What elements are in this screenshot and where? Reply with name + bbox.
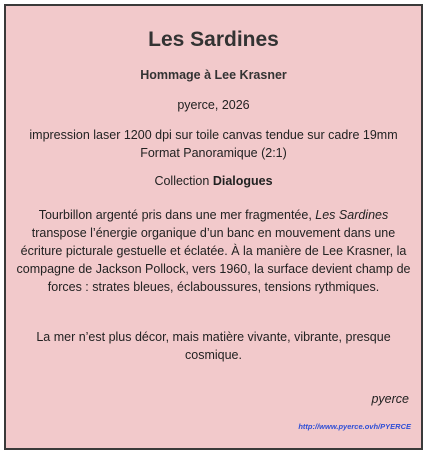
description-artwork-name: Les Sardines [315, 208, 389, 222]
collection-prefix: Collection [154, 174, 210, 188]
technique-block [12, 126, 415, 162]
description-text-2: transpose l’énergie organique d’un banc en mouvement dans une écriture picturale gestuelle et éclatée. À la manière de Lee Krasner, la compagne de Jackson Pollock, vers 1960, la surface devient champ de forces : strates bleues, éclaboussures, tensions rythmiques. [16, 226, 411, 294]
format-line: Format Panoramique (2:1) [140, 146, 287, 160]
website-link[interactable]: http://www.pyerce.ovh/PYERCE [298, 422, 411, 431]
signature: pyerce [371, 392, 409, 406]
collection-name: Dialogues [212, 174, 273, 188]
artwork-title: Les Sardines [148, 28, 279, 51]
technique-line: impression laser 1200 dpi sur toile canvas tendue sur cadre 19mm [29, 128, 398, 142]
artwork-info-card [4, 4, 423, 450]
artwork-subtitle: Hommage à Lee Krasner [140, 68, 287, 82]
description-paragraph-2: La mer n’est plus décor, mais matière vivante, vibrante, presque cosmique. [36, 330, 391, 362]
collection-line [6, 174, 421, 188]
description-text-1: Tourbillon argenté pris dans une mer fragmentée, [38, 208, 316, 222]
description-paragraph [16, 206, 411, 296]
author-year: pyerce, 2026 [177, 98, 250, 112]
